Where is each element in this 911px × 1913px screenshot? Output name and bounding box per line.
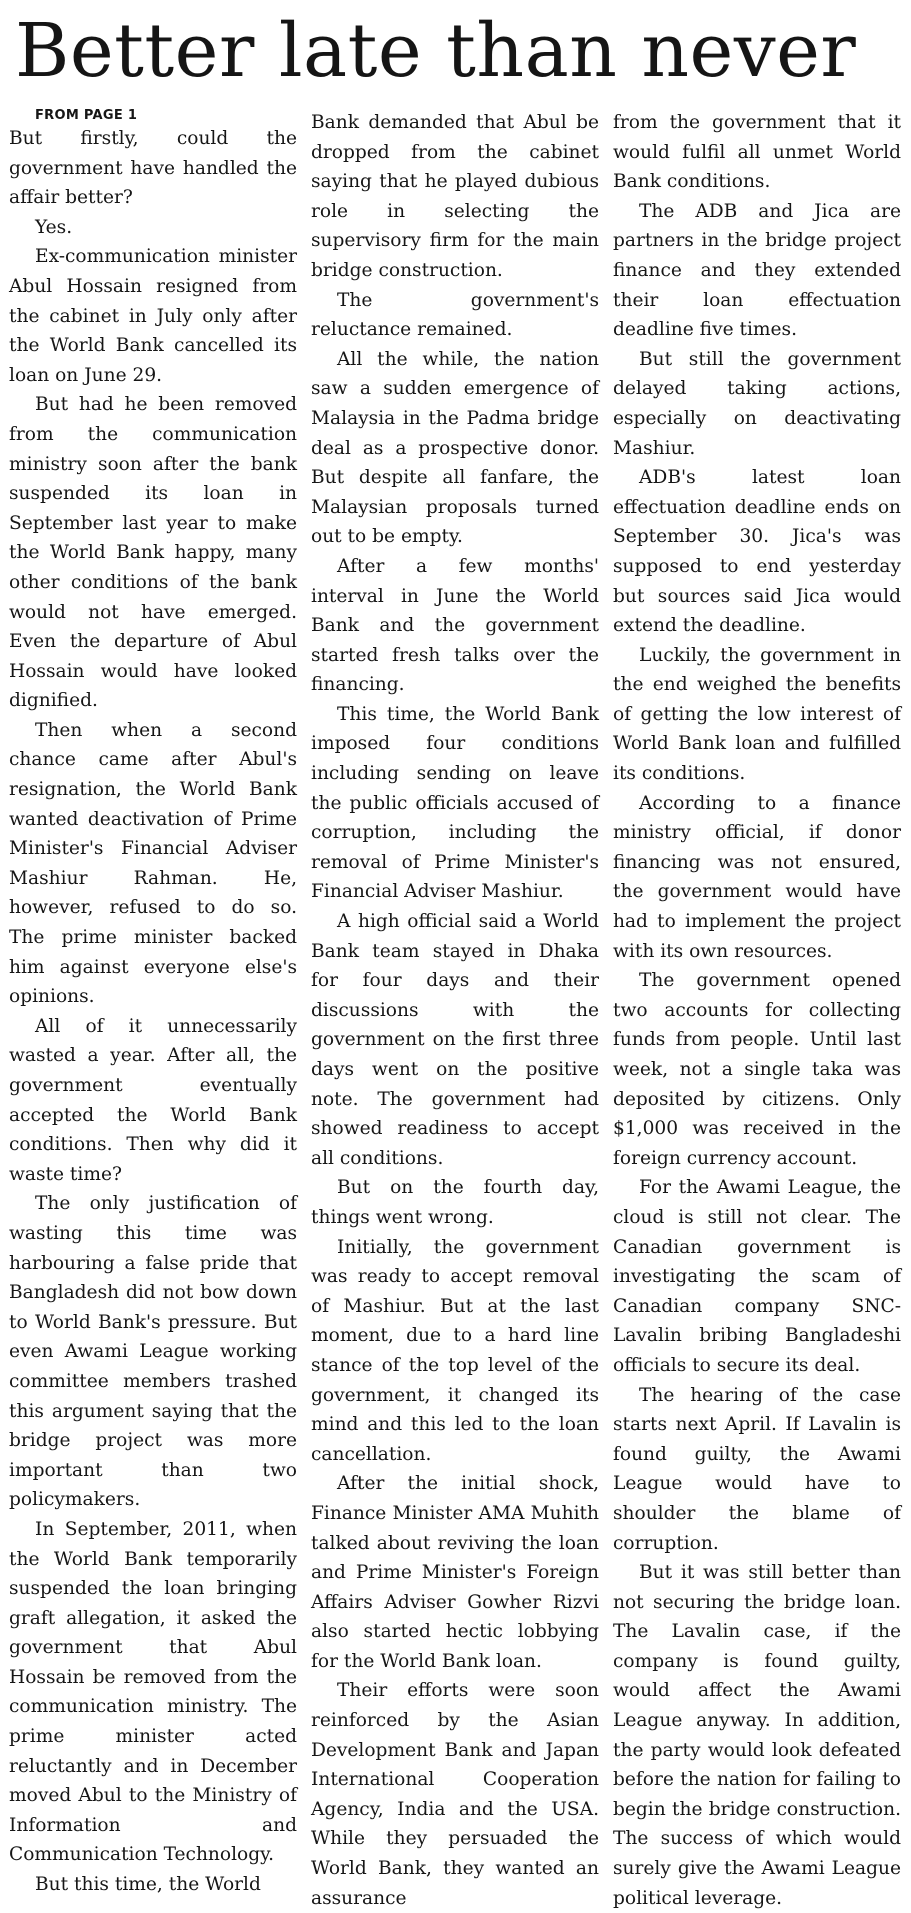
headline: Better late than never (15, 8, 857, 94)
paragraph: All the while, the nation saw a sudden emergence of Malaysia in the Padma bridge deal as a prospective donor. But despite all fanfare, the Malaysian proposals turned out to be empty. (311, 348, 599, 548)
paragraph: All of it unnecessarily wasted a year. After all, the government eventually accepted the World Bank conditions. Then why did it waste time? (9, 1015, 297, 1185)
paragraph: But still the government delayed taking actions, especially on deactivating Mashiur. (613, 348, 901, 459)
paragraph: The only justification of wasting this time was harbouring a false pride that Bangladesh did not bow down to World Bank's pressure. But even Awami League working committee members trashed this argument saying that the bridge project was more important than two policymakers. (9, 1193, 297, 1511)
paragraph: For the Awami League, the cloud is still not clear. The Canadian government is investigating the scam of Canadian company SNC-Lavalin bribing Bangladeshi officials to secure its deal. (613, 1177, 901, 1376)
paragraph: But this time, the World (35, 1874, 261, 1896)
paragraph: But it was still better than not securing the bridge loan. The Lavalin case, if the company is found guilty, would affect the Awami League anyway. In addition, the party would look defeated before the nation for failing to begin the bridge construction. The success of which would surely give the Awami League political leverage. (613, 1562, 901, 1909)
paragraph: from the government that it would fulfil all unmet World Bank conditions. (613, 112, 901, 193)
column-1 (9, 108, 297, 1913)
paragraph: Initially, the government was ready to accept removal of Mashiur. But at the last moment, due to a hard line stance of the top level of the government, it changed its mind and this led to the loan cancellation. (311, 1236, 599, 1465)
paragraph: Their efforts were soon reinforced by the Asian Development Bank and Japan International Cooperation Agency, India and the USA. While they persuaded the World Bank, they wanted an assurance (311, 1680, 599, 1909)
paragraph: The government opened two accounts for collecting funds from people. Until last week, not a single taka was deposited by citizens. Only $1,000 was received in the foreign currency account. (613, 970, 901, 1169)
column-3 (613, 108, 901, 1913)
paragraph: The hearing of the case starts next April. If Lavalin is found guilty, the Awami League would have to shoulder the blame of corruption. (613, 1384, 901, 1554)
paragraph: In September, 2011, when the World Bank temporarily suspended the loan bringing graft allegation, it asked the government that Abul Hossain be removed from the communication ministry. The prime minister acted reluctantly and in December moved Abul to the Ministry of Information and Communication Technology. (9, 1518, 297, 1866)
paragraph: This time, the World Bank imposed four conditions including sending on leave the public officials accused of corruption, including the removal of Prime Minister's Financial Adviser Mashiur. (311, 703, 599, 903)
column-2 (311, 108, 599, 1913)
paragraph: Then when a second chance came after Abul's resignation, the World Bank wanted deactivation of Prime Minister's Financial Adviser Mashiur Rahman. He, however, refused to do so. The prime minister backed him against everyone else's opinions. (9, 719, 297, 1008)
article-body (9, 108, 902, 1913)
paragraph: The government's reluctance remained. (311, 289, 599, 341)
paragraph: But firstly, could the government have handled the affair better? (9, 128, 297, 209)
paragraph: After the initial shock, Finance Minister AMA Muhith talked about reviving the loan and Prime Minister's Foreign Affairs Adviser Gowher Rizvi also started hectic lobbying for the World Bank loan. (311, 1473, 599, 1672)
paragraph: The ADB and Jica are partners in the bridge project finance and they extended their loan effectuation deadline five times. (613, 200, 901, 341)
paragraph: ADB's latest loan effectuation deadline ends on September 30. Jica's was supposed to end yesterday but sources said Jica would extend the deadline. (613, 467, 901, 637)
kicker: FROM PAGE 1 (35, 108, 138, 123)
paragraph: But had he been removed from the communication ministry soon after the bank suspended its loan in September last year to make the World Bank happy, many other conditions of the bank would not have emerged. Even the departure of Abul Hossain would have looked dignified. (9, 394, 297, 712)
paragraph: But on the fourth day, things went wrong. (311, 1177, 599, 1228)
paragraph: After a few months' interval in June the World Bank and the government started fresh talks over the financing. (311, 555, 599, 696)
paragraph: A high official said a World Bank team stayed in Dhaka for four days and their discussions with the government on the first three days went on the positive note. The government had showed readiness to accept all conditions. (311, 911, 599, 1169)
paragraph: According to a finance ministry official, if donor financing was not ensured, the government would have had to implement the project with its own resources. (613, 792, 901, 962)
paragraph: Ex-communication minister Abul Hossain resigned from the cabinet in July only after the World Bank cancelled its loan on June 29. (9, 246, 297, 386)
paragraph: Bank demanded that Abul be dropped from the cabinet saying that he played dubious role in selecting the supervisory firm for the main bridge construction. (311, 112, 599, 281)
paragraph: Yes. (35, 216, 73, 238)
paragraph: Luckily, the government in the end weighed the benefits of getting the low interest of World Bank loan and fulfilled its conditions. (613, 644, 901, 785)
